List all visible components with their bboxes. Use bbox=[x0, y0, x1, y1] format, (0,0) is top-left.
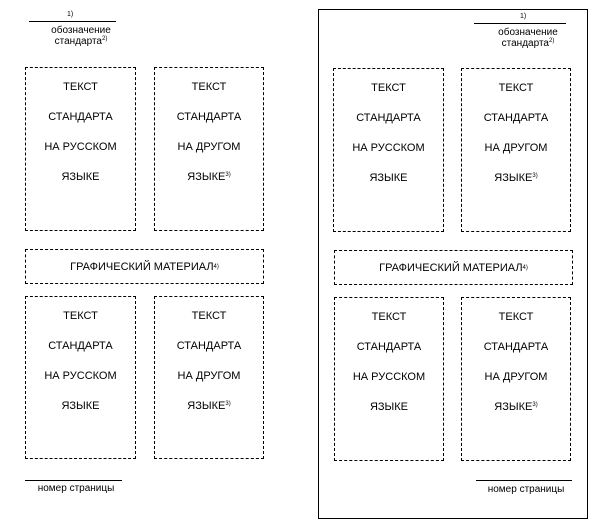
footnote-mark: 3) bbox=[225, 172, 231, 178]
text-line: НА РУССКОМ bbox=[352, 371, 426, 383]
standard-designation bbox=[35, 25, 127, 47]
text-block-other-top bbox=[461, 68, 571, 232]
text-line: ТЕКСТ bbox=[371, 82, 406, 94]
text-line: ЯЗЫКЕ$^{3)}$ bbox=[494, 172, 538, 184]
text-line: ТЕКСТ bbox=[63, 81, 98, 93]
text-block-other-bottom bbox=[154, 296, 264, 459]
text-line: СТАНДАРТА bbox=[356, 341, 422, 353]
designation-footnote: 2) bbox=[548, 38, 555, 44]
text-line: НА РУССКОМ bbox=[44, 141, 117, 153]
text-line: ТЕКСТ bbox=[63, 310, 98, 322]
text-line: СТАНДАРТА bbox=[356, 112, 421, 124]
header-footnote-mark: 1) bbox=[520, 13, 527, 20]
designation-line-1: обозначение bbox=[498, 27, 558, 38]
text-line: ТЕКСТ bbox=[498, 311, 534, 323]
header-rule bbox=[474, 23, 566, 24]
designation-line-2: стандарта$^{2)}$ bbox=[54, 36, 108, 47]
designation-line-2: стандарта$^{2)}$ bbox=[501, 38, 555, 49]
text-line: ЯЗЫКЕ bbox=[369, 172, 408, 184]
footnote-mark: 3) bbox=[532, 173, 538, 179]
header-rule bbox=[29, 21, 116, 22]
header-footnote-mark: 1) bbox=[67, 11, 74, 18]
text-line: ТЕКСТ bbox=[191, 310, 227, 322]
page-right bbox=[318, 9, 588, 519]
text-line: СТАНДАРТА bbox=[176, 340, 242, 352]
footnote-mark: 3) bbox=[532, 402, 538, 408]
text-line: ЯЗЫКЕ bbox=[369, 401, 409, 413]
standard-designation bbox=[482, 27, 574, 49]
text-block-other-top bbox=[154, 67, 264, 231]
text-block-russian-top bbox=[25, 67, 136, 231]
text-line: ТЕКСТ bbox=[191, 81, 227, 93]
footnote-mark: 3) bbox=[225, 401, 231, 407]
graphic-material-block: ГРАФИЧЕСКИЙ МАТЕРИАЛ 4) bbox=[334, 250, 573, 285]
text-line: ТЕКСТ bbox=[371, 311, 407, 323]
text-block-russian-bottom bbox=[25, 296, 136, 459]
designation-line-1: обозначение bbox=[51, 25, 111, 36]
text-line: СТАНДАРТА bbox=[483, 341, 549, 353]
text-line: НА ДРУГОМ bbox=[484, 142, 548, 154]
text-line: ЯЗЫКЕ$^{3)}$ bbox=[187, 171, 231, 183]
text-block-other-bottom bbox=[461, 297, 571, 461]
text-line: ЯЗЫКЕ bbox=[61, 171, 100, 183]
graphic-material-block: ГРАФИЧЕСКИЙ МАТЕРИАЛ 4) bbox=[25, 249, 264, 284]
page-number-label: номер страницы bbox=[37, 483, 115, 494]
text-line: НА РУССКОМ bbox=[352, 142, 425, 154]
text-line: НА ДРУГОМ bbox=[177, 141, 241, 153]
text-line: ЯЗЫКЕ$^{3)}$ bbox=[494, 401, 538, 413]
text-block-russian-top bbox=[333, 68, 444, 232]
text-line: ЯЗЫКЕ bbox=[61, 400, 100, 412]
designation-footnote: 2) bbox=[101, 36, 108, 42]
footer-rule bbox=[476, 480, 572, 481]
graphic-material-label: ГРАФИЧЕСКИЙ МАТЕРИАЛ bbox=[70, 260, 214, 273]
graphic-material-label: ГРАФИЧЕСКИЙ МАТЕРИАЛ bbox=[379, 261, 523, 274]
text-line: СТАНДАРТА bbox=[483, 112, 549, 124]
text-line: НА ДРУГОМ bbox=[484, 371, 548, 383]
text-line: НА ДРУГОМ bbox=[177, 370, 241, 382]
footer-rule bbox=[25, 480, 122, 481]
page-number-label: номер страницы bbox=[487, 484, 565, 495]
text-block-russian-bottom bbox=[334, 297, 444, 461]
text-line: ТЕКСТ bbox=[498, 82, 534, 94]
page-left bbox=[11, 3, 278, 514]
text-line: НА РУССКОМ bbox=[44, 370, 117, 382]
text-line: СТАНДАРТА bbox=[48, 340, 113, 352]
text-line: СТАНДАРТА bbox=[48, 111, 113, 123]
text-line: ЯЗЫКЕ$^{3)}$ bbox=[187, 400, 231, 412]
text-line: СТАНДАРТА bbox=[176, 111, 242, 123]
